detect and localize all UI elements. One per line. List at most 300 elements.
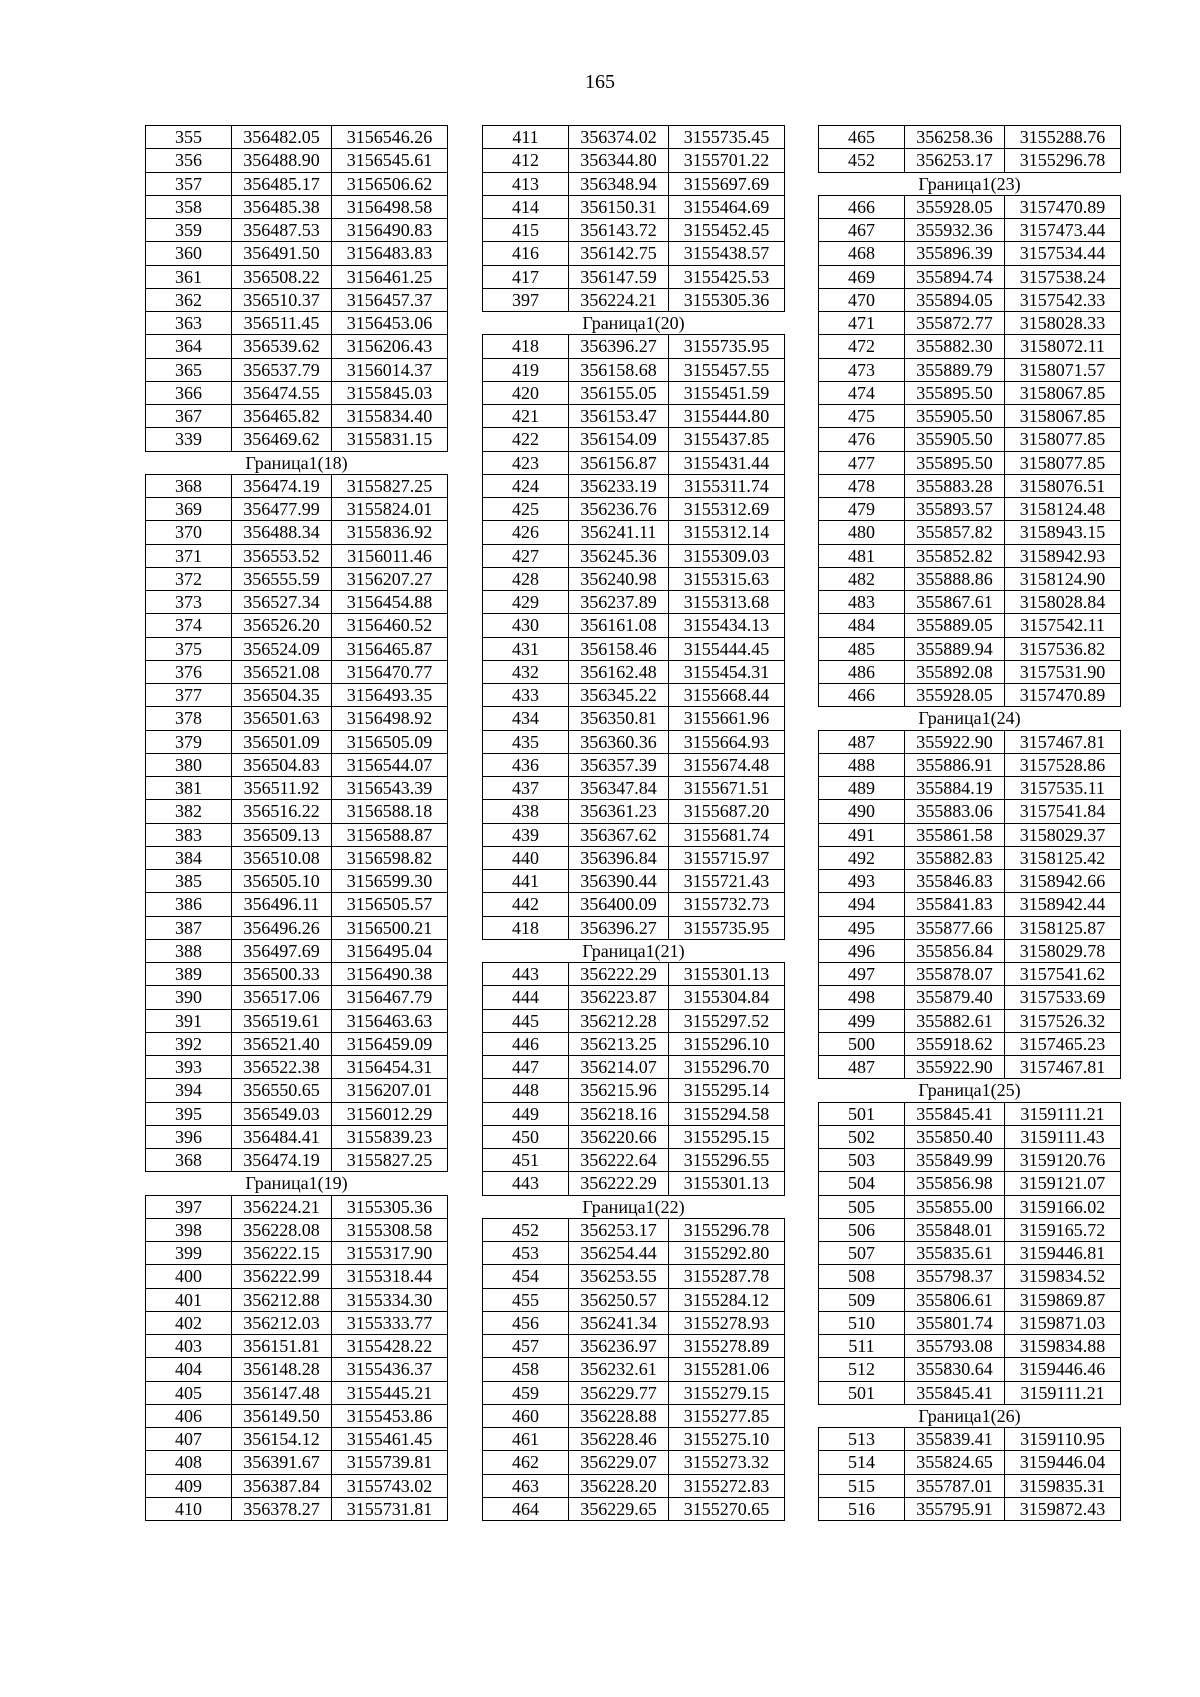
coord-y: 3156544.07 [332,753,448,776]
point-number: 419 [483,358,569,381]
point-number: 492 [819,846,905,869]
coord-y: 3158125.87 [1005,916,1121,939]
table-row [483,219,785,242]
point-number: 456 [483,1311,569,1334]
coord-x: 356222.29 [569,963,669,986]
point-number: 373 [146,591,232,614]
coord-y: 3156461.25 [332,265,448,288]
coord-x: 356501.09 [232,730,332,753]
coord-y: 3155674.48 [669,753,785,776]
coord-y: 3156459.09 [332,1032,448,1055]
table-row [146,870,448,893]
table-row [483,1079,785,1102]
point-number: 438 [483,800,569,823]
coord-x: 356253.55 [569,1265,669,1288]
table-row [819,312,1121,335]
coord-y: 3155313.68 [669,591,785,614]
table-row [483,1428,785,1451]
coord-y: 3155664.93 [669,730,785,753]
table-row [819,1265,1121,1288]
coord-x: 356236.97 [569,1335,669,1358]
table-row [146,1149,448,1172]
coord-y: 3155311.74 [669,474,785,497]
coord-y: 3156545.61 [332,149,448,172]
table-row [146,986,448,1009]
point-number: 455 [483,1288,569,1311]
point-number: 398 [146,1218,232,1241]
point-number: 448 [483,1079,569,1102]
table-row [483,777,785,800]
coord-y: 3158028.84 [1005,591,1121,614]
coord-x: 356162.48 [569,660,669,683]
coord-y: 3157534.44 [1005,242,1121,265]
table-row [483,591,785,614]
coord-x: 356496.11 [232,893,332,916]
table-row [146,381,448,404]
table-row [483,1358,785,1381]
table-row [146,126,448,149]
table-row [146,1195,448,1218]
coord-x: 355835.61 [905,1242,1005,1265]
boundary-label: Граница1(21) [483,939,785,962]
coord-x: 356396.27 [569,916,669,939]
point-number: 482 [819,567,905,590]
coord-x: 355893.57 [905,498,1005,521]
point-number: 420 [483,381,569,404]
table-row [483,1242,785,1265]
coord-y: 3155732.73 [669,893,785,916]
point-number: 432 [483,660,569,683]
coord-x: 355896.39 [905,242,1005,265]
coord-x: 356484.41 [232,1125,332,1148]
coord-y: 3157467.81 [1005,1056,1121,1079]
boundary-header-row [146,1172,448,1195]
coord-x: 355905.50 [905,428,1005,451]
point-number: 357 [146,172,232,195]
point-number: 464 [483,1497,569,1520]
coord-y: 3159446.46 [1005,1358,1121,1381]
coord-x: 355882.30 [905,335,1005,358]
table-row [819,916,1121,939]
coordinates-table [482,125,785,1521]
coord-y: 3156207.27 [332,567,448,590]
coord-x: 356147.48 [232,1381,332,1404]
coord-x: 356511.45 [232,312,332,335]
coord-x: 355850.40 [905,1125,1005,1148]
point-number: 515 [819,1474,905,1497]
coord-x: 356521.40 [232,1032,332,1055]
coord-x: 356378.27 [232,1497,332,1520]
coord-y: 3157542.11 [1005,614,1121,637]
point-number: 477 [819,451,905,474]
coord-x: 355892.08 [905,660,1005,683]
table-row [819,1102,1121,1125]
point-number: 410 [146,1497,232,1520]
coord-y: 3159446.81 [1005,1242,1121,1265]
point-number: 368 [146,1149,232,1172]
table-row [146,893,448,916]
point-number: 511 [819,1335,905,1358]
point-number: 512 [819,1358,905,1381]
coord-y: 3158077.85 [1005,428,1121,451]
coord-y: 3155452.45 [669,219,785,242]
point-number: 484 [819,614,905,637]
coord-y: 3157533.69 [1005,986,1121,1009]
point-number: 402 [146,1311,232,1334]
point-number: 472 [819,335,905,358]
coord-y: 3155827.25 [332,1149,448,1172]
table-row [146,428,448,451]
point-number: 507 [819,1242,905,1265]
table-row [146,1009,448,1032]
table-row [146,1218,448,1241]
table-row [483,1265,785,1288]
coord-y: 3155453.86 [332,1404,448,1427]
coord-x: 356348.94 [569,172,669,195]
coord-y: 3157542.33 [1005,288,1121,311]
coord-y: 3156588.18 [332,800,448,823]
table-row [819,1149,1121,1172]
coord-y: 3155839.23 [332,1125,448,1148]
table-row [146,1079,448,1102]
table-row [819,1428,1121,1451]
point-number: 416 [483,242,569,265]
table-row [483,1172,785,1195]
coord-y: 3159110.95 [1005,1428,1121,1451]
table-row [146,498,448,521]
table-row [483,800,785,823]
point-number: 437 [483,777,569,800]
coord-x: 356390.44 [569,870,669,893]
coord-x: 355889.94 [905,637,1005,660]
table-row [483,405,785,428]
coord-y: 3155301.13 [669,1172,785,1195]
table-row [146,753,448,776]
coord-y: 3155824.01 [332,498,448,521]
table-row [146,1032,448,1055]
table-row [819,637,1121,660]
table-row [819,567,1121,590]
coord-y: 3156206.43 [332,335,448,358]
point-number: 460 [483,1404,569,1427]
boundary-header-row [819,172,1121,195]
coord-y: 3155743.02 [332,1474,448,1497]
coord-x: 355932.36 [905,219,1005,242]
coord-y: 3155681.74 [669,823,785,846]
table-row [819,1311,1121,1334]
point-number: 496 [819,939,905,962]
coord-y: 3158067.85 [1005,405,1121,428]
coord-x: 355806.61 [905,1288,1005,1311]
coord-x: 355882.83 [905,846,1005,869]
coord-x: 356527.34 [232,591,332,614]
coord-x: 356510.37 [232,288,332,311]
coord-y: 3155436.37 [332,1358,448,1381]
point-number: 412 [483,149,569,172]
coord-x: 356222.15 [232,1242,332,1265]
point-number: 439 [483,823,569,846]
coord-y: 3155701.22 [669,149,785,172]
table-row [483,358,785,381]
table-row [146,288,448,311]
table-row [146,149,448,172]
point-number: 475 [819,405,905,428]
point-number: 491 [819,823,905,846]
coord-x: 356360.36 [569,730,669,753]
point-number: 404 [146,1358,232,1381]
coord-y: 3155295.15 [669,1125,785,1148]
point-number: 465 [819,126,905,149]
coord-x: 355839.41 [905,1428,1005,1451]
coord-y: 3158076.51 [1005,474,1121,497]
point-number: 516 [819,1497,905,1520]
table-row [819,777,1121,800]
point-number: 415 [483,219,569,242]
table-row [483,126,785,149]
coord-x: 355918.62 [905,1032,1005,1055]
point-number: 500 [819,1032,905,1055]
table-row [146,916,448,939]
coord-x: 355884.19 [905,777,1005,800]
table-row [819,823,1121,846]
coord-y: 3155431.44 [669,451,785,474]
coord-y: 3156505.09 [332,730,448,753]
coord-y: 3158125.42 [1005,846,1121,869]
coord-y: 3157536.82 [1005,637,1121,660]
coord-y: 3156598.82 [332,846,448,869]
coord-y: 3156495.04 [332,939,448,962]
table-row [483,1311,785,1334]
point-number: 434 [483,707,569,730]
coord-x: 356396.27 [569,335,669,358]
coord-x: 355928.05 [905,684,1005,707]
table-row [146,730,448,753]
table-row [819,358,1121,381]
point-number: 506 [819,1218,905,1241]
point-number: 453 [483,1242,569,1265]
point-number: 379 [146,730,232,753]
coord-y: 3159871.03 [1005,1311,1121,1334]
coord-x: 355852.82 [905,544,1005,567]
point-number: 435 [483,730,569,753]
coord-y: 3158077.85 [1005,451,1121,474]
point-number: 440 [483,846,569,869]
table-row [483,1056,785,1079]
coord-y: 3155464.69 [669,195,785,218]
coord-x: 356156.87 [569,451,669,474]
table-row [819,1474,1121,1497]
table-row [483,474,785,497]
coord-x: 356150.31 [569,195,669,218]
coord-x: 355798.37 [905,1265,1005,1288]
point-number: 470 [819,288,905,311]
table-row [819,126,1121,149]
coord-x: 355824.65 [905,1451,1005,1474]
table-row [819,1335,1121,1358]
point-number: 479 [819,498,905,521]
coord-x: 356555.59 [232,567,332,590]
point-number: 399 [146,1242,232,1265]
coord-y: 3155308.58 [332,1218,448,1241]
point-number: 444 [483,986,569,1009]
table-row [146,939,448,962]
point-number: 359 [146,219,232,242]
coord-y: 3155275.10 [669,1428,785,1451]
point-number: 389 [146,963,232,986]
point-number: 374 [146,614,232,637]
table-row [819,684,1121,707]
point-number: 513 [819,1428,905,1451]
coord-x: 356213.25 [569,1032,669,1055]
point-number: 417 [483,265,569,288]
boundary-header-row [819,707,1121,730]
coord-x: 356212.28 [569,1009,669,1032]
coord-y: 3155305.36 [332,1195,448,1218]
table-row [819,614,1121,637]
point-number: 431 [483,637,569,660]
coord-x: 355922.90 [905,730,1005,753]
table-row [146,172,448,195]
coord-x: 356258.36 [905,126,1005,149]
coord-x: 355889.79 [905,358,1005,381]
coord-x: 356229.07 [569,1451,669,1474]
table-row [483,1474,785,1497]
coord-y: 3156599.30 [332,870,448,893]
coord-x: 356250.57 [569,1288,669,1311]
point-number: 422 [483,428,569,451]
point-number: 408 [146,1451,232,1474]
coord-x: 356496.26 [232,916,332,939]
table-row [483,730,785,753]
coord-y: 3158028.33 [1005,312,1121,335]
coord-x: 356154.12 [232,1428,332,1451]
coord-y: 3155721.43 [669,870,785,893]
coord-y: 3155461.45 [332,1428,448,1451]
point-number: 443 [483,1172,569,1195]
coord-x: 356155.05 [569,381,669,404]
coord-x: 355801.74 [905,1311,1005,1334]
boundary-label: Граница1(23) [819,172,1121,195]
coord-x: 356142.75 [569,242,669,265]
table-row [819,1451,1121,1474]
point-number: 471 [819,312,905,335]
coord-x: 356222.29 [569,1172,669,1195]
coord-y: 3156467.79 [332,986,448,1009]
point-number: 498 [819,986,905,1009]
coord-y: 3156506.62 [332,172,448,195]
coord-x: 355928.05 [905,195,1005,218]
coord-x: 356519.61 [232,1009,332,1032]
coord-y: 3156498.58 [332,195,448,218]
coord-x: 356143.72 [569,219,669,242]
coord-y: 3159111.43 [1005,1125,1121,1148]
coord-y: 3158067.85 [1005,381,1121,404]
coord-y: 3159111.21 [1005,1102,1121,1125]
coord-x: 356477.99 [232,498,332,521]
coord-x: 356228.20 [569,1474,669,1497]
coord-x: 356526.20 [232,614,332,637]
coord-y: 3158942.66 [1005,870,1121,893]
table-row [483,986,785,1009]
coord-x: 355878.07 [905,963,1005,986]
point-number: 469 [819,265,905,288]
point-number: 369 [146,498,232,521]
point-number: 480 [819,521,905,544]
point-number: 462 [483,1451,569,1474]
coord-y: 3155668.44 [669,684,785,707]
coord-y: 3155661.96 [669,707,785,730]
point-number: 397 [483,288,569,311]
coord-y: 3155428.22 [332,1335,448,1358]
point-number: 395 [146,1102,232,1125]
point-number: 383 [146,823,232,846]
coord-x: 356245.36 [569,544,669,567]
coord-x: 356509.13 [232,823,332,846]
table-row [146,1242,448,1265]
table-row [483,1149,785,1172]
table-row [483,172,785,195]
coord-x: 356148.28 [232,1358,332,1381]
coord-x: 355895.50 [905,451,1005,474]
table-row [146,1474,448,1497]
point-number: 380 [146,753,232,776]
coord-y: 3155454.31 [669,660,785,683]
coord-x: 356505.10 [232,870,332,893]
coord-y: 3156498.92 [332,707,448,730]
table-row [146,1125,448,1148]
point-number: 370 [146,521,232,544]
point-number: 459 [483,1381,569,1404]
coord-x: 356147.59 [569,265,669,288]
table-row [483,963,785,986]
point-number: 445 [483,1009,569,1032]
coord-x: 356549.03 [232,1102,332,1125]
table-row [483,381,785,404]
point-number: 424 [483,474,569,497]
coord-x: 355846.83 [905,870,1005,893]
coord-x: 356158.46 [569,637,669,660]
point-number: 497 [819,963,905,986]
table-row [146,591,448,614]
coord-y: 3155312.14 [669,521,785,544]
coord-y: 3155296.55 [669,1149,785,1172]
table-row [146,242,448,265]
point-number: 372 [146,567,232,590]
table-row [146,544,448,567]
table-row [819,1125,1121,1148]
coord-x: 356516.22 [232,800,332,823]
point-number: 449 [483,1102,569,1125]
table-row [819,1358,1121,1381]
coord-y: 3156454.88 [332,591,448,614]
table-row [819,1009,1121,1032]
table-row [146,614,448,637]
coord-y: 3159121.07 [1005,1172,1121,1195]
table-row [483,1497,785,1520]
point-number: 473 [819,358,905,381]
table-row [146,707,448,730]
table-row [146,405,448,428]
point-number: 425 [483,498,569,521]
table-row [483,451,785,474]
table-row [483,521,785,544]
table-row [483,660,785,683]
coord-y: 3159869.87 [1005,1288,1121,1311]
table-row [819,265,1121,288]
coord-x: 356233.19 [569,474,669,497]
coord-x: 355883.28 [905,474,1005,497]
coord-x: 356347.84 [569,777,669,800]
